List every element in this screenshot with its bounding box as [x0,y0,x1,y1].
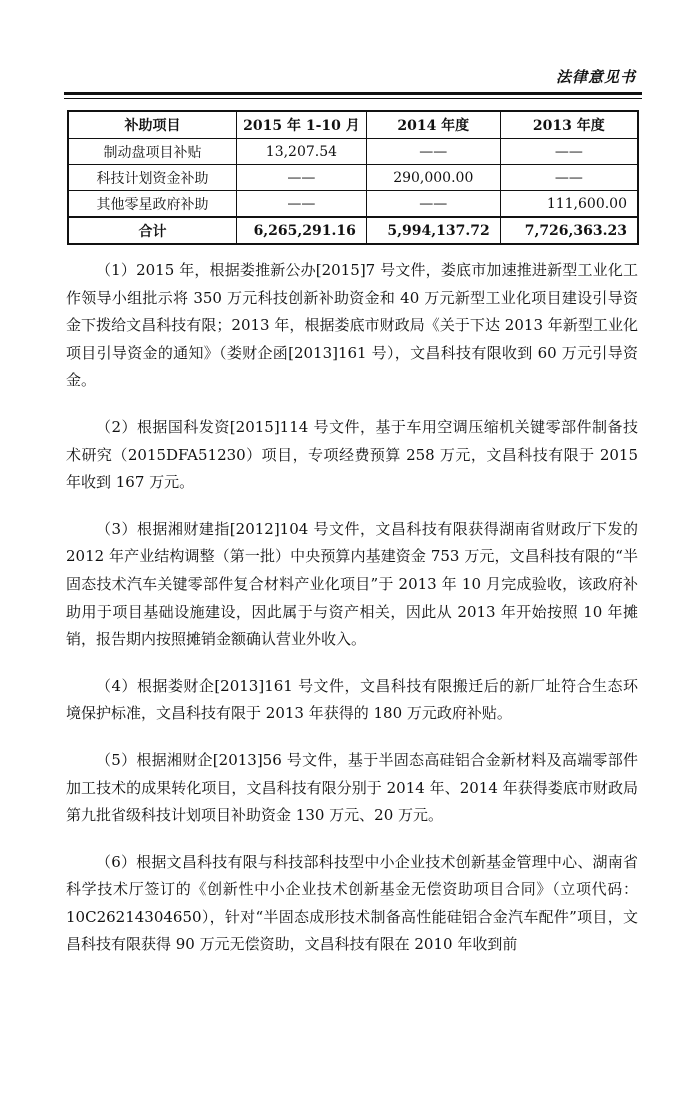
row-value-2013: —— [500,165,638,191]
header-2014: 2014 年度 [366,111,500,139]
paragraph-2: （2）根据国科发资[2015]114 号文件，基于车用空调压缩机关键零部件制备技术研究（2015DFA51230）项目，专项经费预算 258 万元，文昌科技有限于 2015 年收到 167 万元。 [66,417,638,492]
row-label: 制动盘项目补贴 [68,139,237,165]
row-label: 科技计划资金补助 [68,165,237,191]
paragraph-5: （5）根据湘财企[2013]56 号文件，基于半固态高硅铝合金新材料及高端零部件加工技术的成果转化项目，文昌科技有限分别于 2014 年、2014 年获得娄底市财政局第九批省级科技计划项目补助资金 130 万元、20 万元。 [66,750,638,825]
row-value-2015: —— [237,191,367,218]
header-2013: 2013 年度 [500,111,638,139]
table-row [68,165,638,191]
paragraph-6: （6）根据文昌科技有限与科技部科技型中小企业技术创新基金管理中心、湖南省科学技术厅签订的《创新性中小企业技术创新基金无偿资助项目合同》（立项代码：10C26214304650），针对“半固态成形技术制备高性能硅铝合金汽车配件”项目，文昌科技有限获得 90 万元无偿资助，文昌科技有限在 2010 年收到前 [66,852,638,954]
header-rule-thin [64,98,642,99]
row-value-2014: —— [366,139,500,165]
row-value-2013: 111,600.00 [500,191,638,218]
total-2015: 6,265,291.16 [237,217,367,244]
paragraph-4: （4）根据娄财企[2013]161 号文件，文昌科技有限搬迁后的新厂址符合生态环境保护标准，文昌科技有限于 2013 年获得的 180 万元政府补贴。 [66,676,638,723]
table-header-row [68,111,638,139]
total-2014: 5,994,137.72 [366,217,500,244]
table-total-row [68,217,638,244]
header-rule-thick [64,92,642,95]
row-value-2015: 13,207.54 [237,139,367,165]
subsidy-table [67,110,639,245]
total-2013: 7,726,363.23 [500,217,638,244]
header-title: 法律意见书 [555,68,636,86]
paragraph-1: （1）2015 年，根据娄推新公办[2015]7 号文件，娄底市加速推进新型工业化工作领导小组批示将 350 万元科技创新补助资金和 40 万元新型工业化项目建设引导资金下拨给文昌科技有限；2013 年，根据娄底市财政局《关于下达 2013 年新型工业化项目引导资金的通知》（娄财企函[2013]161 号），文昌科技有限收到 60 万元引导资金。 [66,261,638,390]
row-value-2014: 290,000.00 [366,165,500,191]
table-row [68,191,638,218]
body-text [66,257,638,978]
row-label: 其他零星政府补助 [68,191,237,218]
total-label: 合计 [68,217,237,244]
header-2015: 2015 年 1-10 月 [237,111,367,139]
row-value-2013: —— [500,139,638,165]
paragraph-3: （3）根据湘财建指[2012]104 号文件，文昌科技有限获得湖南省财政厅下发的 2012 年产业结构调整（第一批）中央预算内基建资金 753 万元，文昌科技有限的“半固态技术汽车关键零部件复合材料产业化项目”于 2013 年 10 月完成验收，该政府补助用于项目基础设施建设，因此属于与资产相关，因此从 2013 年开始按照 10 年摊销，报告期内按照摊销金额确认营业外收入。 [66,519,638,649]
row-value-2014: —— [366,191,500,218]
row-value-2015: —— [237,165,367,191]
header-item: 补助项目 [68,111,237,139]
table-row [68,139,638,165]
